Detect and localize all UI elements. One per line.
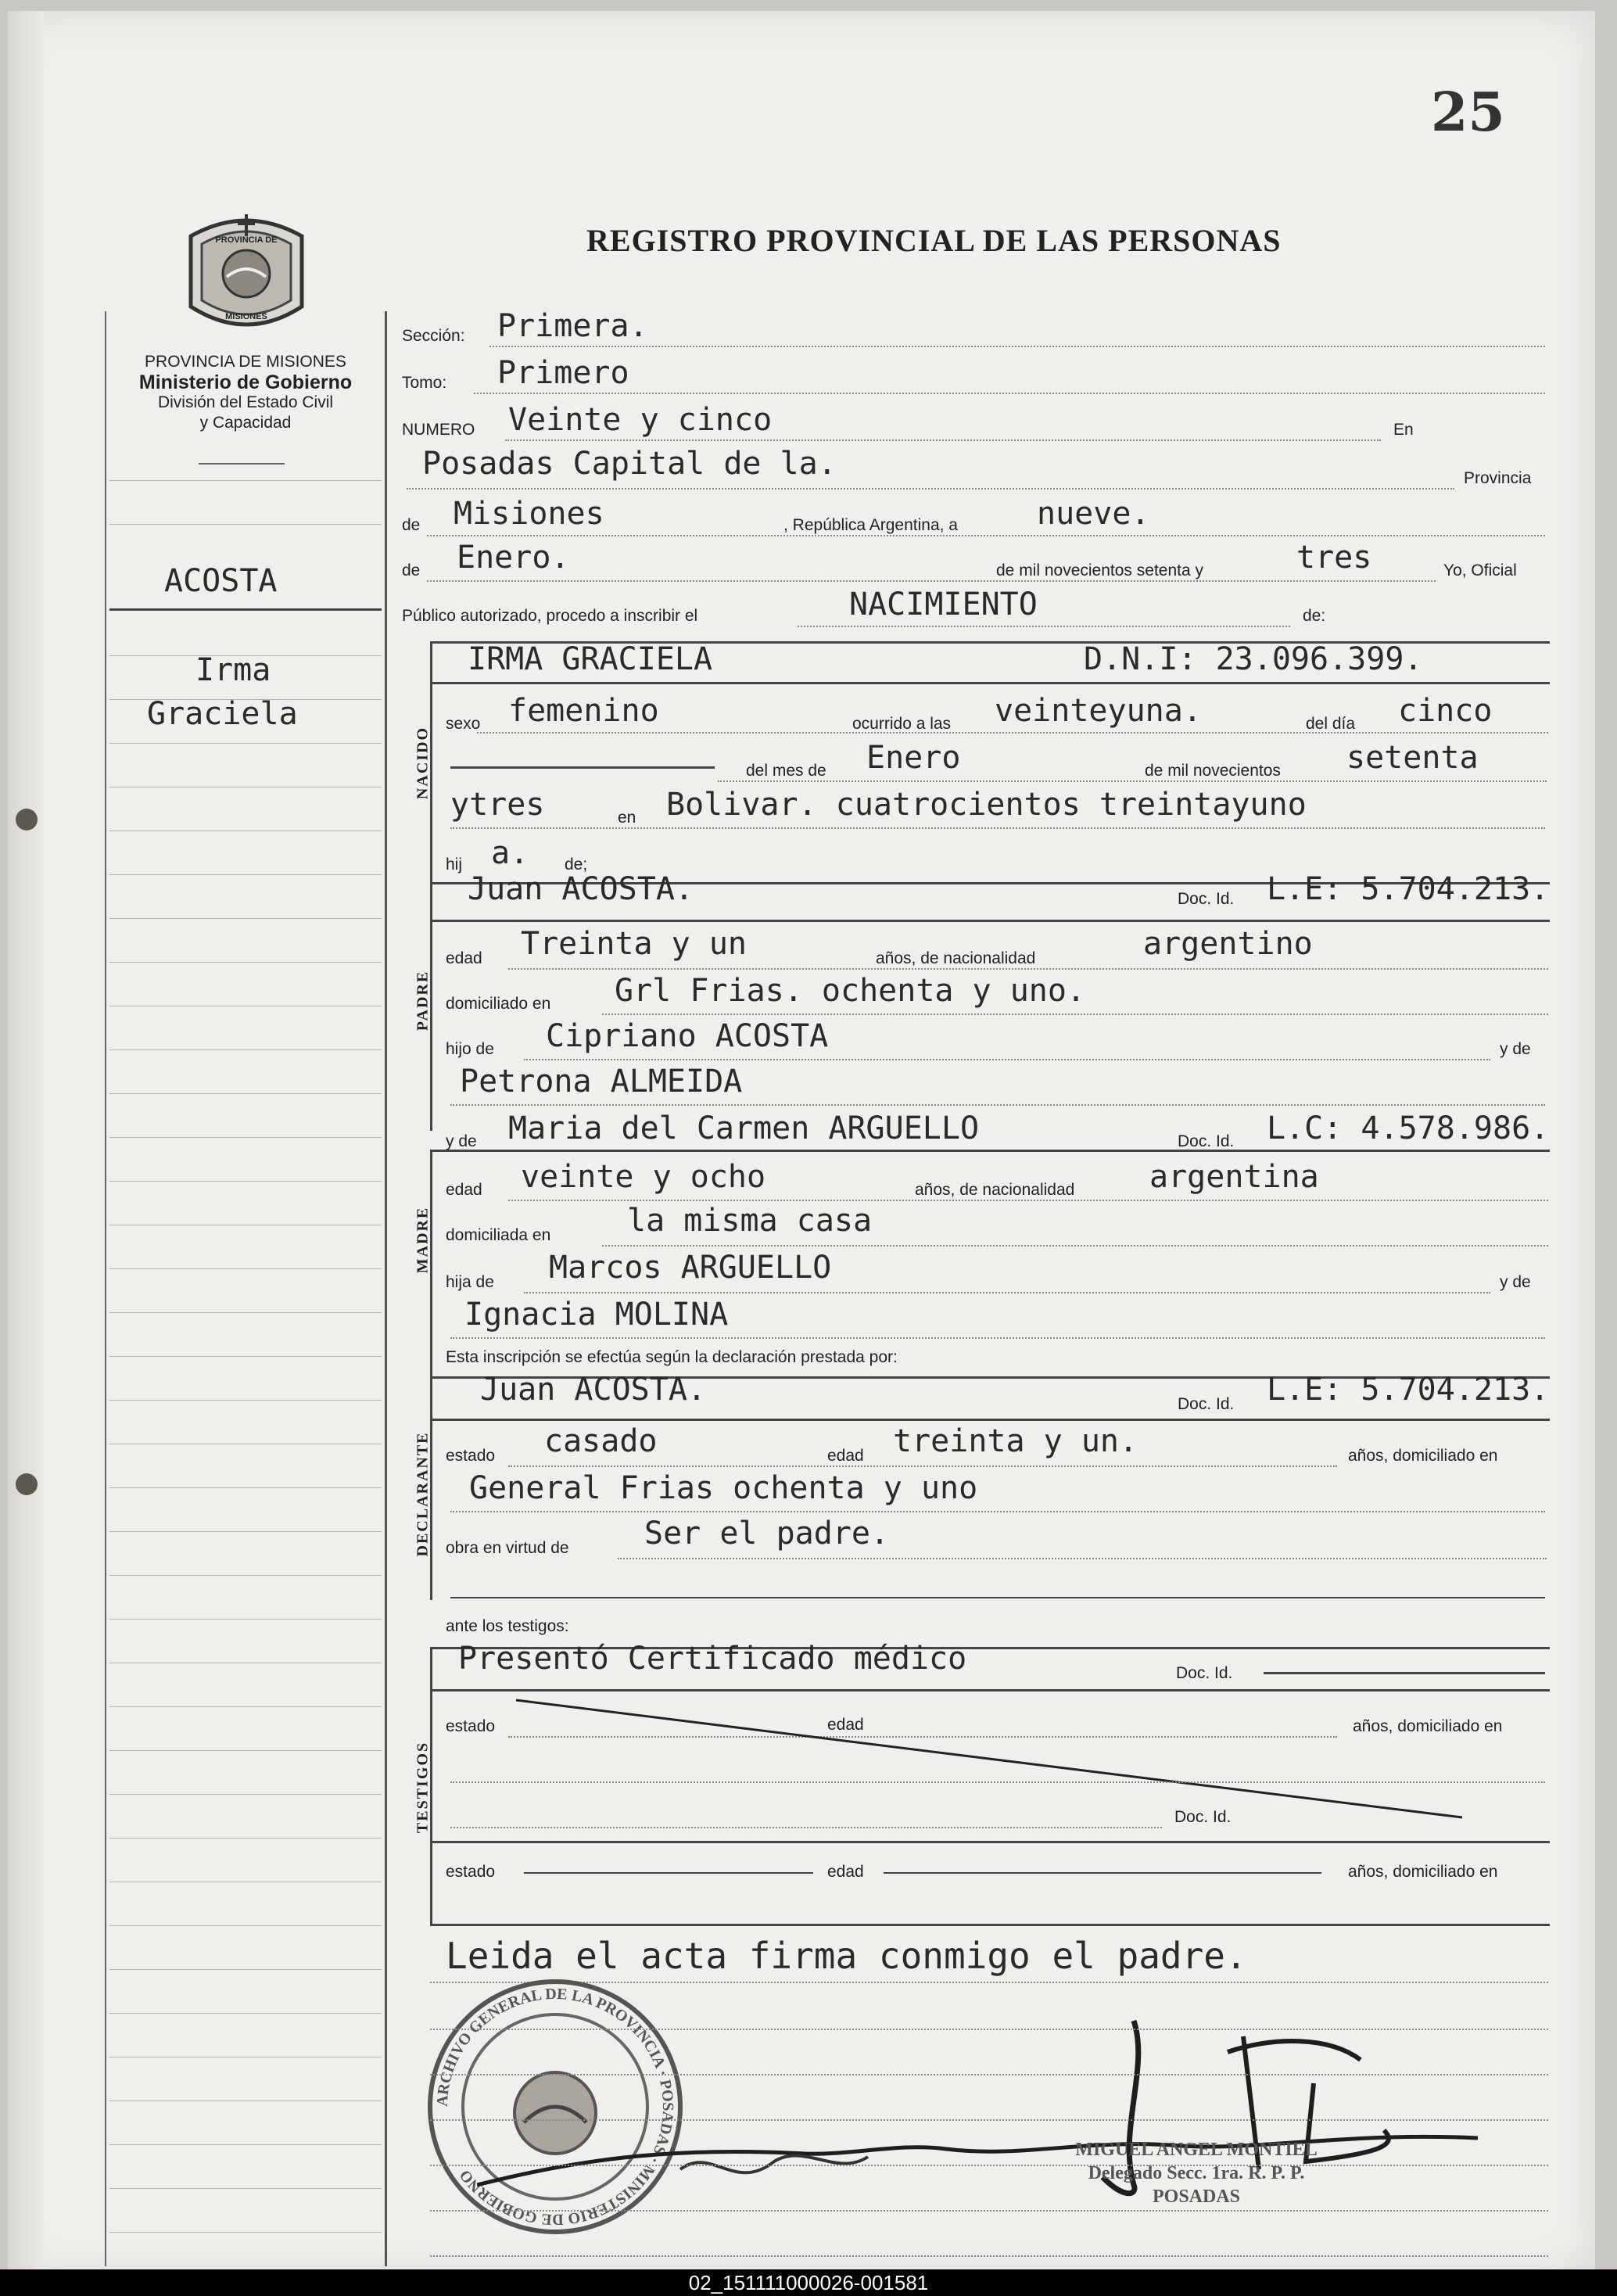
declarante-label: DECLARANTE bbox=[414, 1431, 432, 1557]
provincia-value: Misiones bbox=[454, 496, 604, 532]
page-title: REGISTRO PROVINCIAL DE LAS PERSONAS bbox=[586, 223, 1282, 258]
madre-dom-value: la misma casa bbox=[627, 1203, 873, 1239]
dot-rule bbox=[618, 1558, 1547, 1559]
decl-dom-value: General Frias ochenta y uno bbox=[469, 1470, 978, 1506]
margin-rule bbox=[109, 2188, 382, 2189]
margin-rule bbox=[109, 743, 382, 744]
section-rule bbox=[430, 682, 1550, 684]
margin-rule bbox=[109, 524, 382, 525]
blank-rule bbox=[524, 1872, 813, 1874]
margin-given-2: Graciela bbox=[147, 696, 298, 732]
edad-label: edad bbox=[446, 949, 482, 967]
en2-label: en bbox=[618, 809, 636, 827]
margin-rule bbox=[109, 1268, 382, 1269]
dot-rule bbox=[450, 1337, 1545, 1339]
estado-label-t2: estado bbox=[446, 1863, 496, 1881]
hijo-de-label: hijo de bbox=[446, 1040, 494, 1058]
republica-label: , República Argentina, a bbox=[783, 516, 958, 534]
doc-id-label-test1: Doc. Id. bbox=[1176, 1664, 1233, 1682]
doc-id-label-madre: Doc. Id. bbox=[1178, 1132, 1235, 1150]
en-label: En bbox=[1393, 421, 1414, 439]
de3-label: de: bbox=[1303, 607, 1326, 625]
binding-hole bbox=[16, 809, 38, 831]
dot-rule bbox=[450, 1511, 1545, 1512]
dot-rule bbox=[602, 1013, 1548, 1015]
stamp-text: ARCHIVO GENERAL DE LA PROVINCIA · POSADAS · MINISTERIO DE GOBIERNO bbox=[433, 1985, 677, 2229]
padre-doc-value: L.E: 5.704.213. bbox=[1267, 871, 1550, 907]
anio-nac-1-value: setenta bbox=[1346, 740, 1479, 776]
dot-rule bbox=[430, 2255, 1548, 2257]
anos-dom-label-t1: años, domiciliado en bbox=[1353, 1717, 1503, 1735]
margin-rule bbox=[109, 1487, 382, 1488]
declaracion-label: Esta inscripción se efectúa según la declaración prestada por: bbox=[446, 1348, 898, 1366]
org-line4: y Capacidad bbox=[199, 414, 292, 432]
section-rule bbox=[430, 920, 1550, 922]
dot-rule bbox=[524, 1059, 1490, 1060]
section-rule bbox=[430, 1150, 1550, 1152]
margin-rule bbox=[109, 1137, 382, 1138]
dot-rule bbox=[430, 2029, 1548, 2030]
hora-value: veinteyuna. bbox=[995, 693, 1202, 729]
edad-label-madre: edad bbox=[446, 1181, 482, 1199]
org-line2: Ministerio de Gobierno bbox=[138, 371, 353, 393]
section-rule bbox=[430, 1841, 1550, 1843]
margin-rule bbox=[109, 1049, 382, 1050]
margin-rule bbox=[109, 1750, 382, 1751]
estado-label: estado bbox=[446, 1447, 496, 1465]
padre-edad-value: Treinta y un bbox=[521, 926, 747, 962]
yo-oficial-label: Yo, Oficial bbox=[1443, 561, 1517, 579]
dni-value: D.N.I: 23.096.399. bbox=[1084, 641, 1423, 677]
doc-id-label-decl: Doc. Id. bbox=[1178, 1395, 1235, 1413]
padre-madre-value: Petrona ALMEIDA bbox=[460, 1064, 743, 1100]
ocurrido-label: ocurrido a las bbox=[852, 715, 952, 733]
page-number: 25 bbox=[1431, 81, 1505, 144]
dot-rule bbox=[407, 488, 1454, 490]
padre-dom-value: Grl Frias. ochenta y uno. bbox=[615, 973, 1086, 1009]
decl-estado-value: casado bbox=[544, 1423, 658, 1459]
madre-nac-value: argentina bbox=[1149, 1159, 1319, 1195]
dot-rule bbox=[450, 1104, 1545, 1106]
tomo-value: Primero bbox=[497, 355, 629, 391]
numero-value: Veinte y cinco bbox=[508, 402, 773, 438]
seccion-label: Sección: bbox=[402, 327, 465, 345]
margin-rule bbox=[109, 1356, 382, 1357]
margin-rule bbox=[109, 2100, 382, 2101]
anos-nac-label: años, de nacionalidad bbox=[876, 949, 1036, 967]
edad-label-t1: edad bbox=[827, 1716, 864, 1734]
hij-label: hij bbox=[446, 856, 463, 874]
dot-rule bbox=[430, 2119, 1548, 2121]
decl-obra-value: Ser el padre. bbox=[644, 1516, 890, 1552]
nacido-label: NACIDO bbox=[414, 726, 432, 800]
strike-line bbox=[508, 1692, 1478, 1825]
edad-label-decl: edad bbox=[827, 1447, 864, 1465]
doc-id-label-test2: Doc. Id. bbox=[1174, 1808, 1232, 1826]
dot-rule bbox=[450, 827, 1545, 829]
domiciliada-en-label: domiciliada en bbox=[446, 1226, 551, 1244]
tomo-label: Tomo: bbox=[402, 374, 447, 392]
blank-rule bbox=[450, 766, 715, 769]
left-margin-column bbox=[105, 311, 387, 2266]
dot-rule bbox=[798, 626, 1290, 627]
madre-madre-value: Ignacia MOLINA bbox=[464, 1297, 729, 1333]
doc-id-label: Doc. Id. bbox=[1178, 890, 1235, 908]
padre-nombre-value: Juan ACOSTA. bbox=[468, 871, 694, 907]
dot-rule bbox=[427, 535, 1545, 536]
madre-edad-value: veinte y ocho bbox=[521, 1159, 766, 1195]
margin-rule bbox=[109, 2013, 382, 2014]
y-de2-label: y de bbox=[446, 1132, 477, 1150]
binding-strip bbox=[8, 11, 44, 2276]
anos-dom-label: años, domiciliado en bbox=[1348, 1447, 1498, 1465]
estado-label-t1: estado bbox=[446, 1717, 496, 1735]
nombre-value: IRMA GRACIELA bbox=[468, 641, 713, 677]
dot-rule bbox=[474, 393, 1545, 394]
binding-hole bbox=[16, 1473, 38, 1495]
madre-hija-de-value: Marcos ARGUELLO bbox=[549, 1250, 832, 1286]
mil-setenta-label: de mil novecientos setenta y bbox=[996, 561, 1203, 579]
sexo-value: femenino bbox=[508, 693, 659, 729]
margin-rule bbox=[109, 1400, 382, 1401]
dot-rule bbox=[508, 1465, 1337, 1467]
publico-label: Público autorizado, procedo a inscribir el bbox=[402, 607, 698, 625]
margin-rule bbox=[109, 962, 382, 963]
dot-rule bbox=[508, 968, 1548, 970]
y-de-label: y de bbox=[1500, 1040, 1531, 1058]
record-page bbox=[8, 11, 1595, 2276]
hij-suffix-value: a. bbox=[491, 835, 529, 871]
padre-nac-value: argentino bbox=[1143, 926, 1313, 962]
margin-rule bbox=[109, 1312, 382, 1313]
madre-doc-value: L.C: 4.578.986. bbox=[1267, 1110, 1550, 1146]
org-rule bbox=[199, 463, 285, 465]
margin-rule bbox=[109, 1619, 382, 1620]
hija-de-label: hija de bbox=[446, 1273, 494, 1291]
margin-surname: ACOSTA bbox=[164, 563, 278, 599]
margin-rule bbox=[109, 1575, 382, 1576]
blank-rule bbox=[884, 1872, 1321, 1874]
lugar-nac-value: Bolivar. cuatrocientos treintayuno bbox=[666, 787, 1307, 823]
del-dia-label: del día bbox=[1306, 715, 1356, 733]
section-rule bbox=[430, 1419, 1550, 1421]
dia-value: nueve. bbox=[1037, 496, 1150, 532]
margin-rule bbox=[109, 1838, 382, 1839]
org-line3: División del Estado Civil bbox=[157, 393, 334, 411]
margin-rule bbox=[109, 1794, 382, 1795]
section-rule bbox=[430, 1924, 1550, 1926]
margin-rule bbox=[109, 480, 382, 481]
organization-block bbox=[109, 352, 382, 433]
y-de-label-madre: y de bbox=[1500, 1273, 1531, 1291]
decl-doc-value: L.E: 5.704.213. bbox=[1267, 1372, 1550, 1408]
testigos-label: TESTIGOS bbox=[414, 1741, 432, 1834]
official-line2: Delegado Secc. 1ra. R. P. P. bbox=[1088, 2163, 1305, 2183]
dot-rule bbox=[450, 1827, 1162, 1828]
sexo-label: sexo bbox=[446, 715, 481, 733]
margin-rule bbox=[109, 1706, 382, 1707]
dot-rule bbox=[430, 2210, 1548, 2212]
numero-label: NUMERO bbox=[402, 421, 475, 439]
decl-nombre-value: Juan ACOSTA. bbox=[480, 1372, 706, 1408]
dot-rule bbox=[602, 1245, 1548, 1247]
dot-rule bbox=[477, 732, 1548, 734]
official-line3: POSADAS bbox=[1152, 2187, 1241, 2207]
mil-nov-label: de mil novecientos bbox=[1145, 762, 1281, 780]
margin-divider bbox=[109, 608, 382, 611]
del-mes-label: del mes de bbox=[746, 762, 826, 780]
provincia-label: Provincia bbox=[1464, 469, 1532, 487]
acto-value: NACIMIENTO bbox=[849, 587, 1038, 622]
anio-nac-2-value: ytres bbox=[450, 787, 545, 823]
margin-rule bbox=[109, 1181, 382, 1182]
dot-rule bbox=[524, 1292, 1490, 1293]
dot-rule bbox=[430, 2074, 1548, 2075]
margin-given-1: Irma bbox=[195, 652, 271, 688]
official-line1: MIGUEL ANGEL MONTIEL bbox=[1075, 2140, 1318, 2160]
margin-rule bbox=[109, 2144, 382, 2145]
anos-dom-label-t2: años, domiciliado en bbox=[1348, 1863, 1498, 1881]
margin-rule bbox=[109, 1925, 382, 1926]
testigo-value: Presentó Certificado médico bbox=[458, 1641, 967, 1677]
margin-rule bbox=[109, 655, 382, 656]
madre-nombre-value: Maria del Carmen ARGUELLO bbox=[508, 1110, 980, 1146]
de2-label: de bbox=[402, 561, 421, 579]
margin-rule bbox=[109, 1093, 382, 1094]
margin-rule bbox=[109, 918, 382, 919]
mes-value: Enero. bbox=[457, 540, 570, 576]
dot-rule bbox=[427, 580, 1436, 582]
ante-label: ante los testigos: bbox=[446, 1617, 569, 1635]
blank-rule bbox=[1264, 1672, 1545, 1674]
blank-rule bbox=[450, 1597, 1545, 1598]
margin-rule bbox=[109, 2232, 382, 2233]
emblem-text-top: PROVINCIA DE bbox=[215, 235, 278, 245]
section-rule bbox=[430, 1689, 1550, 1692]
dot-rule bbox=[430, 2165, 1548, 2166]
edad-label-t2: edad bbox=[827, 1863, 864, 1881]
padre-label: PADRE bbox=[414, 970, 432, 1031]
margin-rule bbox=[109, 699, 382, 700]
madre-label: MADRE bbox=[414, 1206, 432, 1274]
seccion-value: Primera. bbox=[497, 308, 648, 344]
anos-nac-label-madre: años, de nacionalidad bbox=[915, 1181, 1075, 1199]
footer-id: 02_151111000026-001581 bbox=[0, 2269, 1617, 2296]
dot-rule bbox=[450, 1781, 1545, 1783]
mes-nac-value: Enero bbox=[866, 740, 961, 776]
dia-nac-value: cinco bbox=[1398, 693, 1493, 729]
domiciliado-en-label: domiciliado en bbox=[446, 995, 551, 1013]
anio-value: tres bbox=[1296, 540, 1372, 576]
margin-rule bbox=[109, 1531, 382, 1532]
dot-rule bbox=[505, 439, 1381, 441]
de-colon-label: de; bbox=[565, 856, 588, 874]
dot-rule bbox=[508, 1200, 1548, 1201]
margin-rule bbox=[109, 1969, 382, 1970]
dot-rule bbox=[489, 346, 1545, 347]
de-label: de bbox=[402, 516, 421, 534]
obra-label: obra en virtud de bbox=[446, 1539, 569, 1557]
margin-rule bbox=[109, 874, 382, 875]
org-line1: PROVINCIA DE MISIONES bbox=[145, 353, 346, 371]
lugar-value: Posadas Capital de la. bbox=[422, 446, 837, 482]
padre-hijo-de-value: Cipriano ACOSTA bbox=[546, 1018, 829, 1054]
dot-rule bbox=[718, 780, 1547, 782]
decl-edad-value: treinta y un. bbox=[893, 1423, 1138, 1459]
emblem-text-bottom: MISIONES bbox=[225, 312, 267, 321]
cierre-value: Leida el acta firma conmigo el padre. bbox=[446, 1935, 1247, 1977]
official-name-block bbox=[1024, 2138, 1368, 2208]
